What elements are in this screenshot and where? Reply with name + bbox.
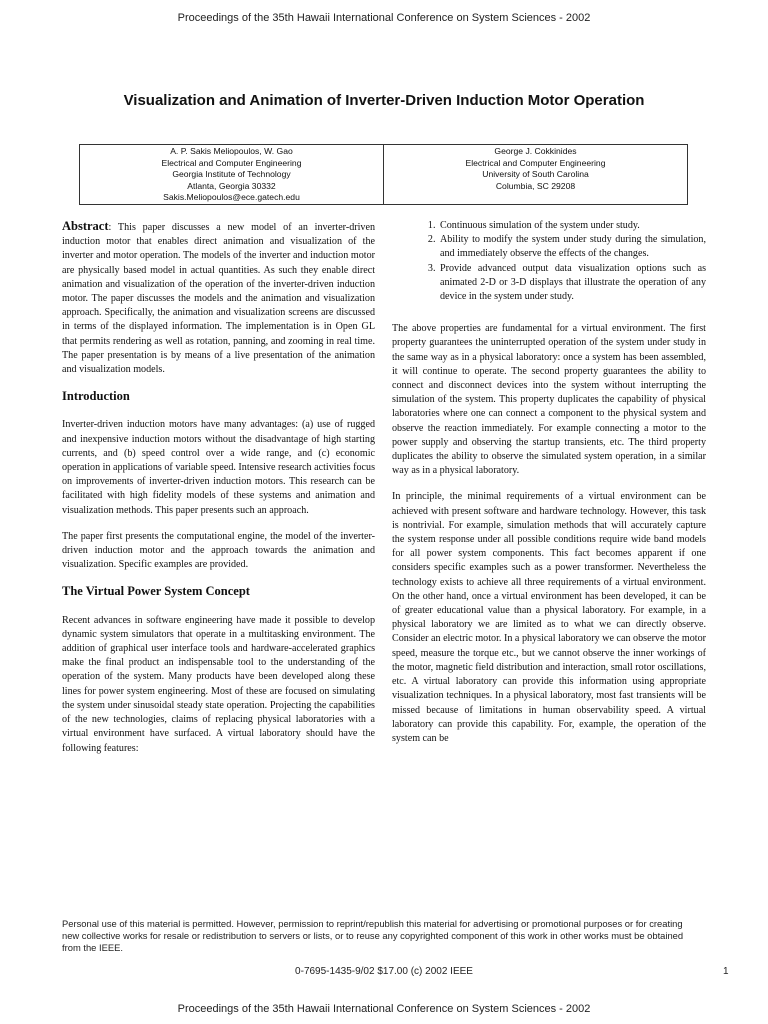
running-footer: Proceedings of the 35th Hawaii International Conference on System Sciences - 2002 — [177, 1003, 591, 1015]
right-column — [392, 219, 706, 758]
page-number: 1 — [723, 966, 729, 977]
intro-paragraph-2: The paper first presents the computational engine, the model of the inverter-driven induction motor and the approach towards the animation and visualization. Specific examples are provided. — [62, 530, 375, 571]
author-names: A. P. Sakis Meliopoulos, W. Gao — [170, 146, 293, 156]
author-names: George J. Cokkinides — [494, 146, 577, 156]
intro-paragraph-1: Inverter-driven induction motors have many advantages: (a) use of rugged and inexpensive induction motors without the disadvantage of high starting currents, and (b) speed control over a wide range, and (c) economic operation in applications of variable speed. Intensive research activities focus on improvements of inverter-driven induction motors. This research can be facilitated with high fidelity models of these systems and animation and visualization methods. This paper presents such an approach. — [62, 419, 375, 516]
author-department: Electrical and Computer Engineering — [465, 157, 606, 168]
author-institution: University of South Carolina — [482, 169, 589, 180]
left-column — [62, 219, 375, 768]
running-header: Proceedings of the 35th Hawaii International Conference on System Sciences - 2002 — [177, 12, 591, 24]
abstract-label: Abstract — [62, 219, 109, 233]
author-department: Electrical and Computer Engineering — [161, 157, 302, 168]
author-box — [79, 144, 688, 205]
right-paragraph-1: The above properties are fundamental for a virtual environment. The first property guarantees the uninterrupted operation of the system under study in the same way as in a physical laboratory: once a system has been assembled, it will continue to operate. The second property guarantees the ability to connect and disconnect devices into the system without interrupting the simulation of the system. This property duplicates the capability of physical laboratories where one can connect a component to the physical system and observe the reaction immediately. For example connecting a motor to the power supply and observing the startup transients, etc. The third property duplicates the ability to observe the simulated system operation, in a similar way as in a physical laboratory. — [392, 323, 706, 477]
author-city: Atlanta, Georgia 30332 — [187, 180, 276, 191]
virtual-power-paragraph: Recent advances in software engineering have made it possible to develop dynamic system simulators that operate in a multitasking environment. The addition of graphical user interface tools and hardware-accelerated graphics make the final product an indispensable tool to the understanding of the operation of the system. Many products have been developed along these lines for power system engineering. Most of these are focused on simulating the system under sinusoidal steady state operation. Projecting the capabilities of the new technologies, claims of replacing physical laboratories with a virtual environment have surfaced. A virtual laboratory should have the following features: — [62, 614, 375, 754]
author-cell-left — [80, 145, 383, 204]
section-heading-introduction: Introduction — [62, 389, 130, 404]
author-cell-right — [383, 145, 687, 204]
feature-item: 1. Continuous simulation of the system under study. — [438, 219, 706, 233]
isbn-price-line: 0-7695-1435-9/02 $17.00 (c) 2002 IEEE — [295, 966, 473, 977]
abstract-paragraph — [62, 219, 375, 377]
copyright-note: Personal use of this material is permitted. However, permission to reprint/republish this material for advertising or promotional purposes or for creating new collective works for resale or redistribution to servers or lists, or to reuse any copyrighted component of this work in other works must be obtained from the IEEE. — [62, 918, 684, 953]
section-heading-virtual-power: The Virtual Power System Concept — [62, 584, 250, 599]
abstract-text: : This paper discusses a new model of an inverter-driven induction motor that enables direct animation and visualization of the inverter and motor operation. The models of the inverter and induction motor are physically based model in actual quantities. As such they enable direct animation and visualization of the operation of the inverter-driven induction motor. The paper discusses the models and the animation and visualization approach. Specifically, the animation and visualization screens are discussed in terms of the displayed information. The implementation is in Open GL that permits rendering as well as rotation, panning, and zooming in real time. The paper presentation is by means of a live presentation of the animation and visualization models. — [62, 222, 375, 376]
feature-item: 3. Provide advanced output data visualization options such as animated 2-D or 3-D displays that illustrate the operation of any device in the system under study. — [438, 262, 706, 305]
paper-title: Visualization and Animation of Inverter-Driven Induction Motor Operation — [123, 92, 645, 109]
author-city: Columbia, SC 29208 — [495, 180, 576, 191]
author-institution: Georgia Institute of Technology — [172, 169, 291, 180]
feature-item: 2. Ability to modify the system under study during the simulation, and immediately observe the effects of the changes. — [438, 233, 706, 261]
feature-list — [392, 219, 706, 304]
right-paragraph-2: In principle, the minimal requirements of a virtual environment can be achieved with present software and hardware technology. However, this task is nontrivial. For example, simulation methods that will accurately capture the system response under all possible conditions require wide band models for all power system components. This fact becomes apparent if one considers specific examples such as a power transformer. Nevertheless the technology exists to achieve all three requirements of a virtual environment. On the other hand, once a virtual environment has been developed, it can be of greater educational value than a physical laboratory. For example, in a physical laboratory we are limited as to what we can directly observe. Consider an electric motor. In a physical laboratory we can observe the motor speed, measure the torque etc., but we cannot observe the inner workings of the motor, magnetic field distribution and interaction, small rotor oscillations, etc. A virtual laboratory can provide this information using appropriate visualization techniques. In a physical laboratory, most fast transients will be missed because of limitations in human observability speed. A virtual laboratory can provide this capability. For, example, the operation of the system can be — [392, 491, 706, 744]
author-email: Sakis.Meliopoulos@ece.gatech.edu — [163, 192, 300, 203]
